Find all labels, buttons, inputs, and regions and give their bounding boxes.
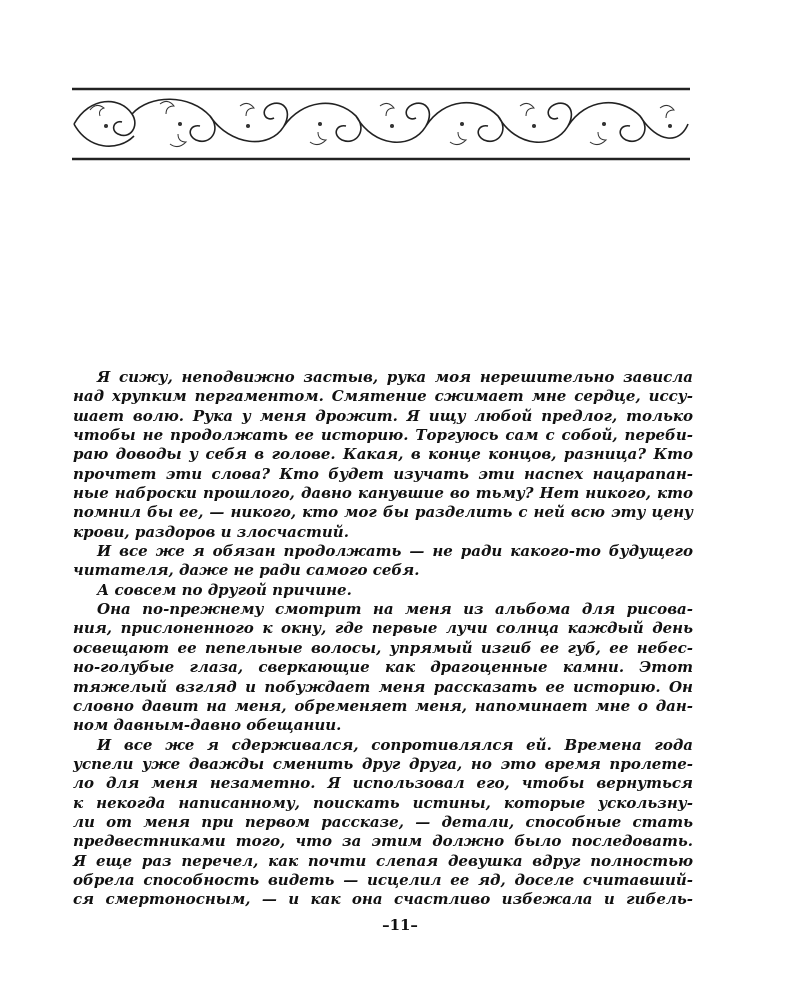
page-number: –11– — [382, 916, 418, 934]
text-line: прочтет эти слова? Кто будет изучать эти наспех нацарапан- — [73, 464, 693, 483]
text-line: помнил бы ее, — никого, кто мог бы разделить с ней всю эту цену — [73, 503, 693, 522]
text-line: над хрупким пергаментом. Смятение сжимает мне сердце, иссу- — [73, 387, 693, 406]
text-line: Я еще раз перечел, как почти слепая девушка вдруг полностью — [73, 851, 693, 870]
text-line: ния, прислоненного к окну, где первые лучи солнца каждый день — [73, 619, 693, 638]
decorative-ornament-border — [70, 86, 692, 162]
text-line: И все же я обязан продолжать — не ради какого-то будущего — [97, 542, 693, 561]
text-line: предвестниками того, что за этим должно было последовать. — [73, 832, 693, 851]
text-line: И все же я сдерживался, сопротивлялся ей. Времена года — [97, 735, 693, 754]
text-line: ся смертоносным, — и как она счастливо избежала и гибель- — [73, 890, 693, 909]
text-line: ли от меня при первом рассказе, — детали, способные стать — [73, 812, 693, 831]
text-line: шает волю. Рука у меня дрожит. Я ищу любой предлог, только — [73, 406, 693, 425]
text-line: читателя, даже не ради самого себя. — [73, 561, 420, 580]
text-line: но-голубые глаза, сверкающие как драгоценные камни. Этот — [73, 658, 693, 677]
text-line: Она по-прежнему смотрит на меня из альбома для рисова- — [97, 600, 693, 619]
text-line: чтобы не продолжать ее историю. Торгуюсь сам с собой, переби- — [73, 426, 693, 445]
text-line: ные наброски прошлого, давно канувшие во тьму? Нет никого, кто — [73, 484, 693, 503]
text-line: к некогда написанному, поискать истины, которые ускользну- — [73, 793, 693, 812]
text-line: освещают ее пепельные волосы, упрямый изгиб ее губ, ее небес- — [73, 638, 693, 657]
text-line: крови, раздоров и злосчастий. — [73, 522, 349, 541]
text-line: ном давным-давно обещании. — [73, 716, 342, 735]
body-text — [73, 368, 693, 910]
text-line: Я сижу, неподвижно застыв, рука моя нерешительно зависла — [97, 368, 693, 386]
text-line: ло для меня незаметно. Я использовал его, чтобы вернуться — [73, 774, 693, 793]
text-line: А совсем по другой причине. — [97, 580, 352, 599]
text-line: тяжелый взгляд и побуждает меня рассказать ее историю. Он — [73, 677, 693, 696]
text-line: словно давит на меня, обременяет меня, напоминает мне о дан- — [73, 696, 693, 715]
text-line: раю доводы у себя в голове. Какая, в конце концов, разница? Кто — [73, 445, 693, 464]
text-line: успели уже дважды сменить друг друга, но это время пролете- — [73, 754, 693, 773]
text-line: обрела способность видеть — исцелил ее яд, доселе считавший- — [73, 870, 693, 889]
